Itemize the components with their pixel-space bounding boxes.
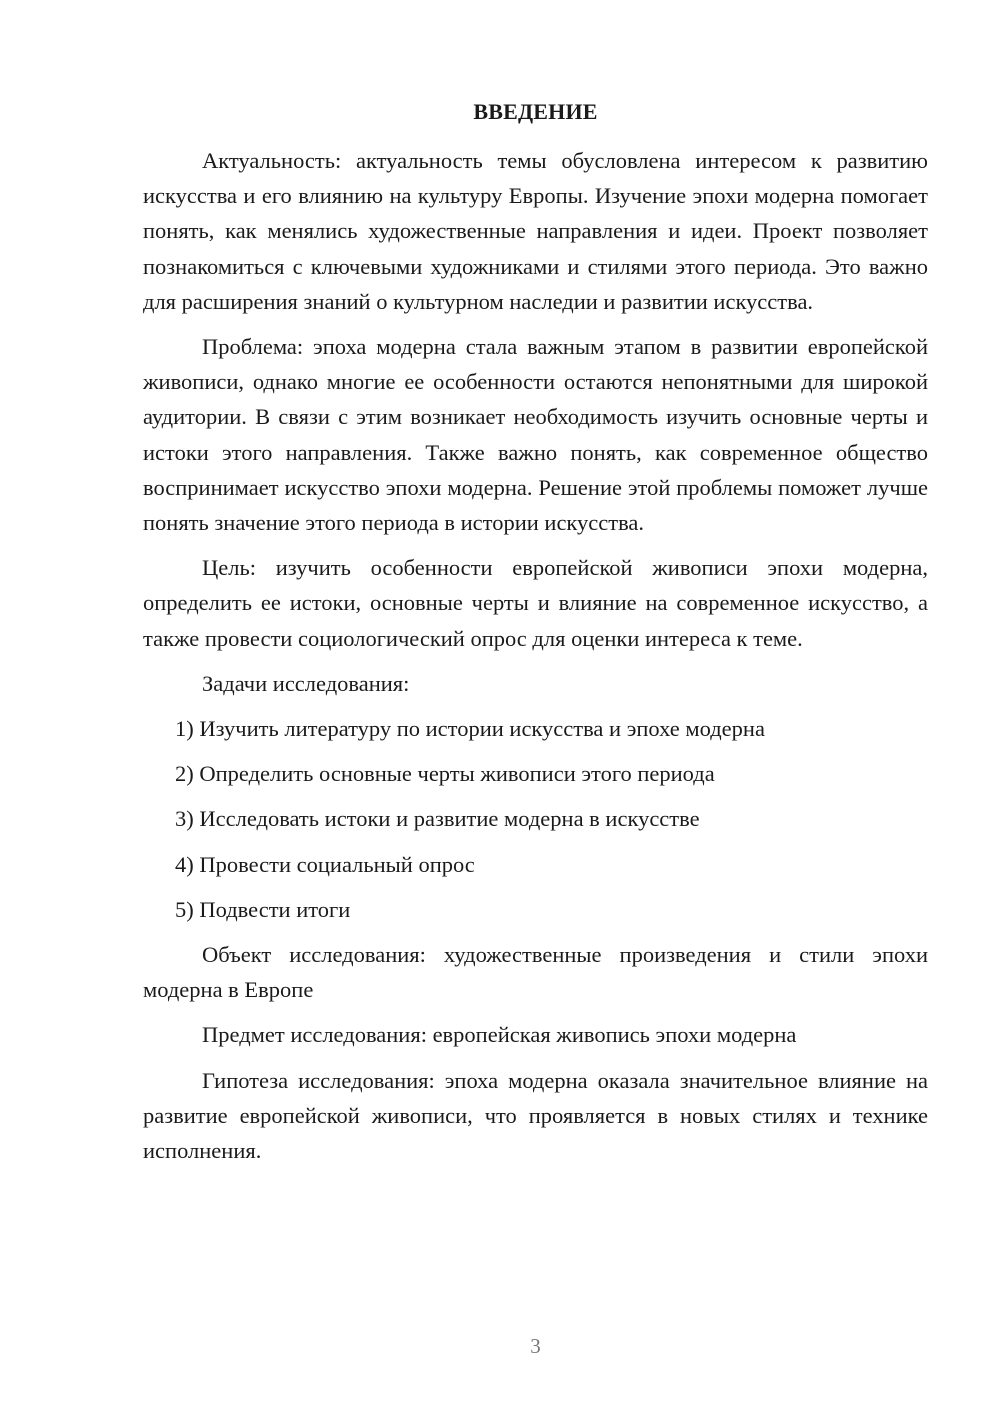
goal-paragraph: Цель: изучить особенности европейской живописи эпохи модерна, определить ее истоки, основные черты и влияние на современное искусство, а также провести социологический опрос для оценки интереса к теме. (143, 555, 928, 651)
subject-paragraph: Предмет исследования: европейская живопись эпохи модерна (202, 1022, 797, 1048)
list-item: 2) Определить основные черты живописи этого периода (175, 761, 715, 787)
list-item: 4) Провести социальный опрос (175, 851, 475, 877)
list-item: 1) Изучить литературу по истории искусства и эпохе модерна (175, 716, 765, 742)
document-body (143, 143, 928, 1168)
problem-paragraph: Проблема: эпоха модерна стала важным этапом в развитии европейской живописи, однако многие ее особенности остаются непонятными для широкой аудитории. В связи с этим возникает необходимость изучить основные черты и истоки этого направления. Также важно понять, как современное общество воспринимает искусство эпохи модерна. Решение этой проблемы поможет лучше понять значение этого периода в истории искусства. (143, 334, 928, 536)
list-item: 5) Подвести итоги (175, 896, 351, 922)
page-number: 3 (530, 1334, 541, 1358)
relevance-paragraph: Актуальность: актуальность темы обусловлена интересом к развитию искусства и его влиянию на культуру Европы. Изучение эпохи модерна помогает понять, как менялись художественные направления и идеи. Проект позволяет познакомиться с ключевыми художниками и стилями этого периода. Это важно для расширения знаний о культурном наследии и развитии искусства. (143, 148, 928, 314)
hypothesis-paragraph: Гипотеза исследования: эпоха модерна оказала значительное влияние на развитие европейской живописи, что проявляется в новых стилях и технике исполнения. (143, 1067, 928, 1164)
list-item: 3) Исследовать истоки и развитие модерна в искусстве (175, 806, 700, 832)
tasks-heading: Задачи исследования: (202, 670, 410, 696)
object-paragraph: Объект исследования: художественные произведения и стили эпохи модерна в Европе (143, 942, 928, 1003)
document-page (143, 0, 928, 1414)
tasks-list (143, 711, 928, 927)
page-title: ВВЕДЕНИЕ (473, 99, 598, 124)
